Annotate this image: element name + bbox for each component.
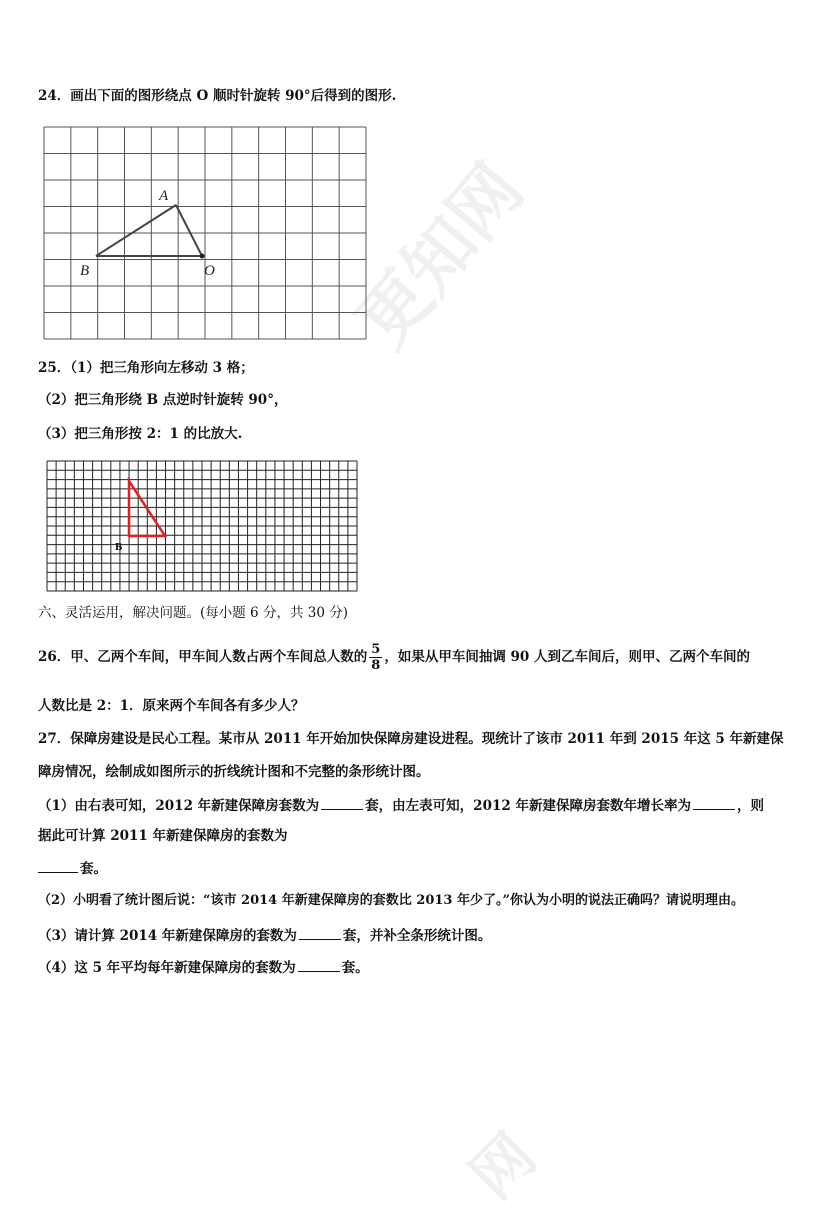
answer-blank[interactable]: [299, 925, 341, 940]
q26-part2: ，如果从甲车间抽调 90 人到乙车间后，则甲、乙两个车间的: [384, 649, 751, 665]
q24-label-o: O: [204, 263, 215, 279]
q27-s1-line3: 套。: [80, 861, 107, 877]
q27-s4-a: （4）这 5 年平均每年新建保障房的套数为: [38, 960, 296, 976]
q27-sub1-line1: [38, 795, 764, 816]
answer-blank[interactable]: [38, 858, 78, 873]
q27-sub1-line2: 据此可计算 2011 年新建保障房的套数为: [38, 828, 288, 844]
q24-side-ao: [176, 205, 202, 256]
section-6-title: 六、灵活运用，解决问题。(每小题 6 分，共 30 分): [38, 605, 348, 621]
q27-line1: 27．保障房建设是民心工程。某市从 2011 年开始加快保障房建设进程。现统计了该市 2011 年到 2015 年这 5 年新建保: [38, 731, 784, 747]
q26-frac-num: 5: [371, 642, 381, 657]
q27-s1-a: （1）由右表可知，2012 年新建保障房套数为: [38, 798, 320, 814]
q24-grid-figure: [44, 127, 366, 339]
q24-label-a: A: [159, 188, 169, 204]
q26-frac-den: 8: [371, 658, 381, 673]
watermark-bottom: 网: [457, 1120, 550, 1213]
q27-sub3: [38, 925, 491, 946]
q26-part1: 26．甲、乙两个车间，甲车间人数占两个车间总人数的: [38, 649, 368, 665]
q24-text: 24．画出下面的图形绕点 O 顺时针旋转 90°后得到的图形.: [38, 88, 397, 104]
q27-line2: 障房情况，绘制成如图所示的折线统计图和不完整的条形统计图。: [38, 764, 430, 780]
q27-s1-b: 套，由左表可知，2012 年新建保障房套数年增长率为: [365, 798, 691, 814]
q25-label-b: B: [115, 541, 123, 553]
q27-sub1-line3: [38, 858, 107, 879]
q25-grid: [47, 461, 357, 591]
q26-line1: [38, 642, 750, 673]
q26-fraction: [369, 642, 382, 673]
q25-line3: （3）把三角形按 2：1 的比放大.: [38, 426, 243, 442]
q25-grid-figure: [47, 461, 357, 591]
q27-sub4: [38, 957, 369, 978]
answer-blank[interactable]: [321, 795, 363, 810]
q24-side-ab: [96, 205, 176, 256]
q27-s4-b: 套。: [341, 960, 369, 976]
q24-label-b: B: [80, 263, 90, 279]
answer-blank[interactable]: [298, 957, 340, 972]
q24-grid: [44, 127, 366, 339]
q26-line2: 人数比是 2：1．原来两个车间各有多少人？: [38, 698, 305, 714]
watermark: 更知网: [341, 148, 540, 363]
q25-line1: 25．（1）把三角形向左移动 3 格；: [38, 360, 254, 376]
q27-s3-b: 套，并补全条形统计图。: [342, 928, 492, 944]
answer-blank[interactable]: [693, 795, 735, 810]
q24-point-o: [200, 254, 205, 259]
q25-line2: （2）把三角形绕 B 点逆时针旋转 90°，: [38, 392, 288, 408]
q27-sub2: （2）小明看了统计图后说：“该市 2014 年新建保障房的套数比 2013 年少了。”你认为小明的说法正确吗？请说明理由。: [38, 893, 744, 908]
q27-s3-a: （3）请计算 2014 年新建保障房的套数为: [38, 928, 297, 944]
q27-s1-c: ，则: [736, 798, 764, 814]
